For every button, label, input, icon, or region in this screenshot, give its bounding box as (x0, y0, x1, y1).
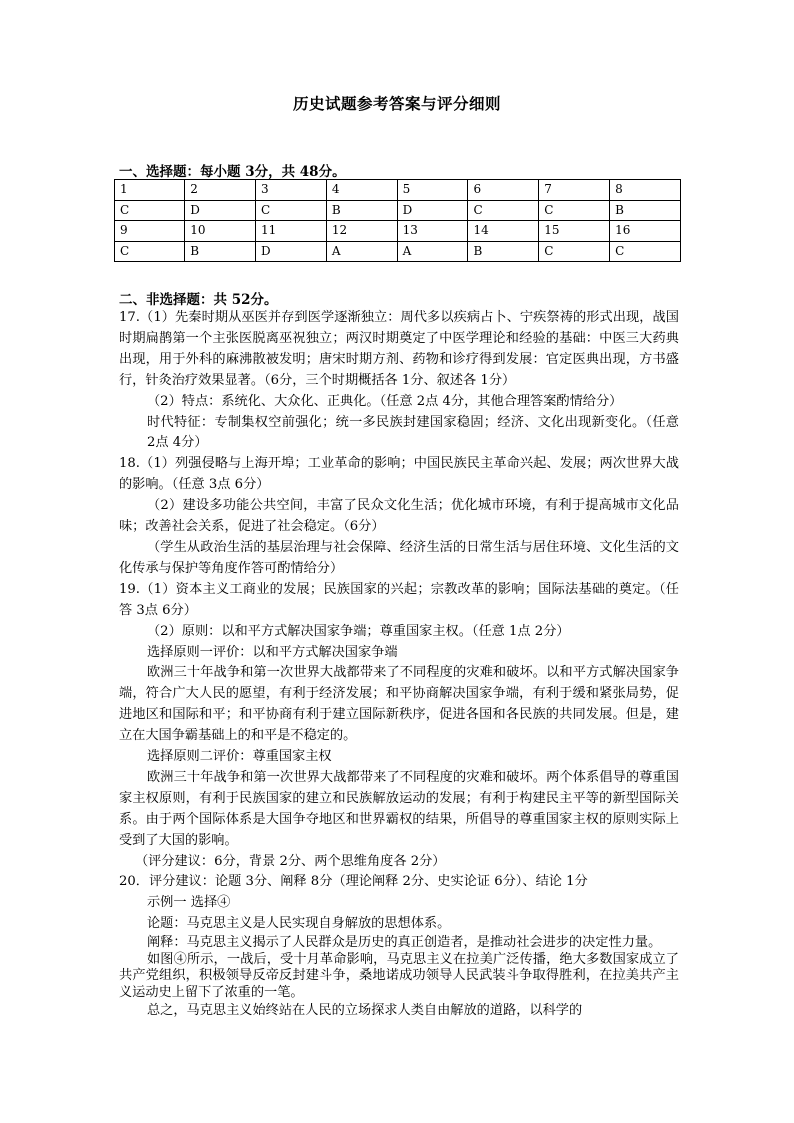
table-cell: C (610, 241, 681, 262)
table-cell: C (468, 200, 539, 221)
answer-table (114, 179, 681, 262)
table-cell: C (115, 241, 185, 262)
table-cell: D (256, 241, 327, 262)
q19-scoring: （评分建议：6分，背景 2分、两个思维角度各 2分） (135, 853, 446, 869)
q18-part1: 18.（1）列强侵略与上海开埠；工业革命的影响；中国民族民主革命兴起、发展；两次世界大战的影响。（任意 3点 6分） (119, 456, 679, 493)
table-row (115, 180, 681, 201)
answer-body (119, 308, 679, 1022)
q19-part1: 19.（1）资本主义工商业的发展；民族国家的兴起；宗教改革的影响；国际法基础的奠定。（任答 3点 6分） (119, 581, 679, 618)
table-cell: 14 (468, 221, 539, 242)
q20-thesis: 论题：马克思主义是人民实现自身解放的思想体系。 (147, 916, 451, 932)
table-cell: 15 (539, 221, 610, 242)
section-heading-nonchoice: 二、非选择题：共 52分。 (119, 292, 278, 308)
table-cell: A (326, 241, 397, 262)
q19-option1-text: 欧洲三十年战争和第一次世界大战都带来了不同程度的灾难和破坏。以和平方式解决国家争端，符合广大人民的愿望，有利于经济发展；和平协商解决国家争端，有利于缓和紧张局势，促进地区和国际和平；和平协商有利于建立国际新秩序，促进各国和各民族的共同发展。但是，建立在大国争霸基础上的和平是不稳定的。 (119, 665, 679, 744)
table-row (115, 221, 681, 242)
q19-part2: （2）原则：以和平方式解决国家争端；尊重国家主权。（任意 1点 2分） (147, 623, 570, 639)
table-cell: 12 (326, 221, 397, 242)
table-cell: C (539, 200, 610, 221)
table-cell: 6 (468, 180, 539, 201)
q20-scoring: 20．评分建议：论题 3分、阐释 8分（理论阐释 2分、史实论证 6分）、结论 1分 (119, 874, 588, 890)
table-cell: 5 (397, 180, 468, 201)
table-cell: 10 (185, 221, 256, 242)
q20-evidence: 如图④所示，一战后，受十月革命影响，马克思主义在拉美广泛传播，绝大多数国家成立了共产党组织，积极领导反帝反封建斗争，桑地诺成功领导人民武装斗争取得胜利，在拉美共产主义运动史上留下了浓重的一笔。 (119, 951, 679, 1000)
q17-part2: （2）特点：系统化、大众化、正典化。（任意 2点 4分，其他合理答案酌情给分） (147, 393, 623, 409)
q17-era-features: 时代特征：专制集权空前强化；统一多民族封建国家稳固；经济、文化出现新变化。（任意 2点 4分） (147, 414, 679, 451)
q18-note: （学生从政治生活的基层治理与社会保障、经济生活的日常生活与居住环境、文化生活的文化传承与保护等角度作答可酌情给分） (119, 539, 679, 576)
table-cell: C (256, 200, 327, 221)
q19-option2-text: 欧洲三十年战争和第一次世界大战都带来了不同程度的灾难和破坏。两个体系倡导的尊重国家主权原则，有利于民族国家的建立和民族解放运动的发展；有利于构建民主平等的新型国际关系。由于两个国际体系是大国争夺地区和世界霸权的结果，所倡导的尊重国家主权的原则实际上受到了大国的影响。 (119, 769, 679, 848)
table-cell: 3 (256, 180, 327, 201)
q18-part2: （2）建设多功能公共空间，丰富了民众文化生活；优化城市环境，有利于提高城市文化品味；改善社会关系，促进了社会稳定。（6分） (119, 498, 679, 535)
table-cell: 13 (397, 221, 468, 242)
q20-conclusion: 总之，马克思主义始终站在人民的立场探求人类自由解放的道路，以科学的 (147, 1003, 583, 1019)
table-cell: C (539, 241, 610, 262)
page-title: 历史试题参考答案与评分细则 (292, 94, 501, 113)
q20-explanation: 阐释：马克思主义揭示了人民群众是历史的真正创造者，是推动社会进步的决定性力量。 (147, 935, 662, 951)
table-cell: 4 (326, 180, 397, 201)
table-cell: 1 (115, 180, 185, 201)
table-cell: B (610, 200, 681, 221)
table-cell: B (185, 241, 256, 262)
q17-part1: 17.（1）先秦时期从巫医并存到医学逐渐独立：周代多以疾病占卜、宁疾祭祷的形式出现，战国时期扁鹊第一个主张医脱离巫祝独立；两汉时期奠定了中医学理论和经验的基础：中医三大药典出现，用于外科的麻沸散被发明；唐宋时期方剂、药物和诊疗得到发展：官定医典出现，方书盛行，针灸治疗效果显著。（6分，三个时期概括各 1分、叙述各 1分） (119, 310, 679, 388)
table-cell: 2 (185, 180, 256, 201)
table-row (115, 241, 681, 262)
section-heading-choice: 一、选择题：每小题 3分，共 48分。 (119, 164, 346, 180)
table-cell: 8 (610, 180, 681, 201)
q19-option1-heading: 选择原则一评价：以和平方式解决国家争端 (147, 644, 398, 660)
table-cell: D (397, 200, 468, 221)
table-cell: A (397, 241, 468, 262)
q20-example-heading: 示例一 选择④ (147, 895, 231, 911)
q19-option2-heading: 选择原则二评价：尊重国家主权 (147, 749, 332, 765)
table-cell: B (468, 241, 539, 262)
table-cell: B (326, 200, 397, 221)
table-cell: 11 (256, 221, 327, 242)
table-cell: 9 (115, 221, 185, 242)
table-cell: 16 (610, 221, 681, 242)
table-cell: D (185, 200, 256, 221)
table-row (115, 200, 681, 221)
table-cell: 7 (539, 180, 610, 201)
table-cell: C (115, 200, 185, 221)
